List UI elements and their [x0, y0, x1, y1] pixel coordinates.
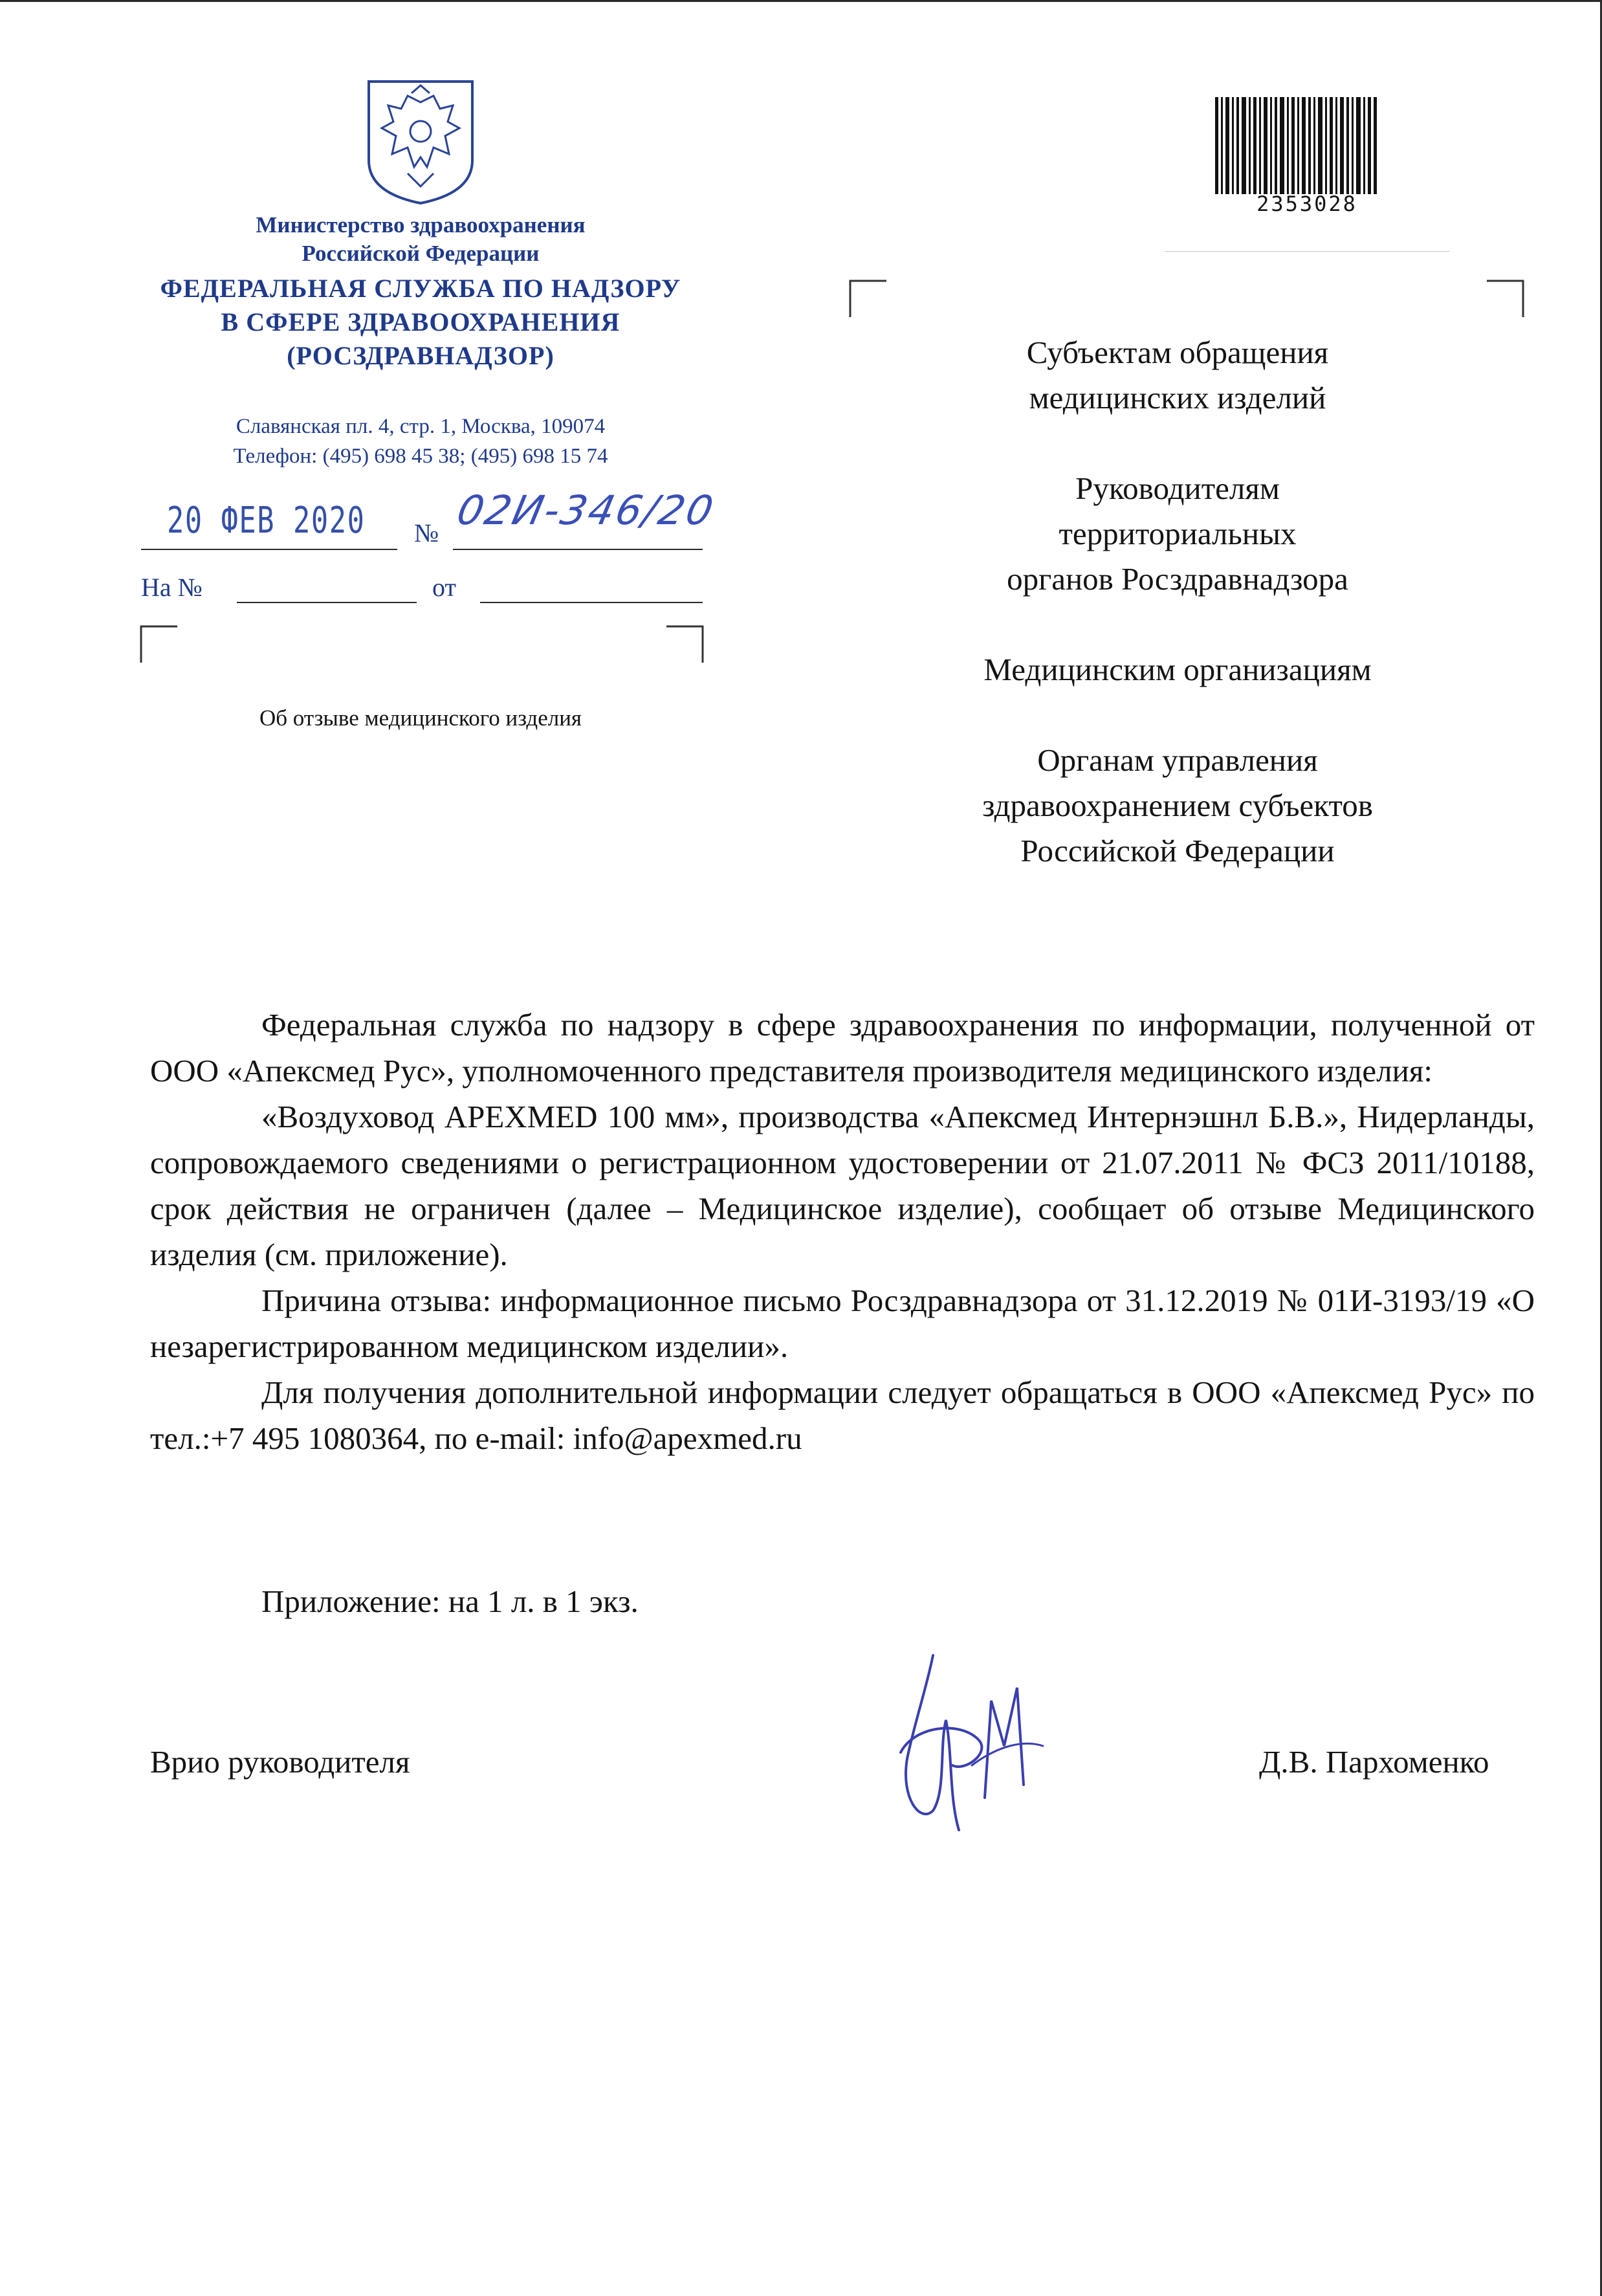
- date-stamp: 20 ФЕВ 2020: [167, 500, 366, 542]
- body-paragraph: Федеральная служба по надзору в сфере здравоохранения по информации, полученной от ООО «Апексмед Рус», уполномоченного представителя производителя медицинского изделия:: [150, 1007, 1535, 1088]
- reply-number-underline: [237, 602, 417, 603]
- address-line: Славянская пл. 4, стр. 1, Москва, 109074: [236, 415, 606, 438]
- recipient-line: медицинских изделий: [1029, 380, 1326, 415]
- coat-of-arms-emblem: [362, 76, 479, 206]
- outgoing-number: 02И-346/20: [453, 487, 719, 534]
- recipients-block: [880, 330, 1475, 874]
- ministry-name: [175, 211, 666, 268]
- corner-bracket-icon: [849, 280, 888, 318]
- corner-bracket-icon: [665, 625, 704, 664]
- agency-address: [149, 412, 692, 471]
- agency-name: [123, 272, 718, 373]
- phone-line: Телефон: (495) 698 45 38; (495) 698 15 74: [233, 445, 608, 468]
- agency-line: В СФЕРЕ ЗДРАВООХРАНЕНИЯ: [221, 307, 620, 337]
- body-paragraph: «Воздуховод APEXMED 100 мм», производства «Апексмед Интернэшнл Б.В.», Нидерланды, сопровождаемого сведениями о регистрационном удостоверении от 21.07.2011 № ФСЗ 2011/10188, срок действия не ограничен (далее – Медицинское изделие), сообщает об отзыве Медицинского изделия (см. приложение).: [150, 1099, 1535, 1272]
- reply-date-underline: [480, 602, 703, 603]
- attachment-note: Приложение: на 1 л. в 1 экз.: [261, 1584, 639, 1619]
- number-sign: №: [414, 518, 439, 547]
- agency-line: (РОСЗДРАВНАДЗОР): [287, 341, 554, 370]
- recipient-line: здравоохранением субъектов: [982, 788, 1373, 823]
- agency-line: ФЕДЕРАЛЬНАЯ СЛУЖБА ПО НАДЗОРУ: [160, 274, 681, 303]
- corner-bracket-icon: [140, 625, 179, 664]
- signatory-role: Врио руководителя: [150, 1744, 410, 1780]
- divider: [1165, 251, 1449, 252]
- recipient-line: Российской Федерации: [1020, 833, 1335, 868]
- letter-body: [150, 1002, 1535, 1461]
- recipient-line: Руководителям: [1075, 470, 1280, 506]
- barcode-number: 2353028: [1256, 192, 1357, 216]
- letter-subject: Об отзыве медицинского изделия: [259, 705, 582, 731]
- barcode-icon: [1215, 97, 1377, 194]
- recipient-line: территориальных: [1059, 516, 1297, 551]
- recipient-line: органов Росздравнадзора: [1007, 561, 1348, 597]
- reply-to-label: На №: [141, 573, 203, 602]
- ministry-line: Российской Федерации: [302, 241, 540, 266]
- body-paragraph: Для получения дополнительной информации следует обращаться в ООО «Апексмед Рус» по тел.:+7 495 1080364, по e-mail: info@apexmed.ru: [150, 1374, 1535, 1456]
- recipient-line: Субъектам обращения: [1026, 335, 1329, 370]
- number-underline: [453, 549, 703, 550]
- signatory-name: Д.В. Пархоменко: [1259, 1744, 1489, 1780]
- corner-bracket-icon: [1486, 280, 1524, 318]
- recipient-line: Медицинским организациям: [983, 652, 1372, 687]
- ministry-line: Министерство здравоохранения: [256, 212, 586, 237]
- handwritten-signature-icon: [888, 1649, 1056, 1837]
- body-paragraph: Причина отзыва: информационное письмо Росздравнадзора от 31.12.2019 № 01И-3193/19 «О незарегистрированном медицинском изделии».: [150, 1283, 1535, 1364]
- date-underline: [141, 549, 397, 550]
- reply-date-label: от: [432, 573, 456, 602]
- recipient-line: Органам управления: [1037, 742, 1318, 778]
